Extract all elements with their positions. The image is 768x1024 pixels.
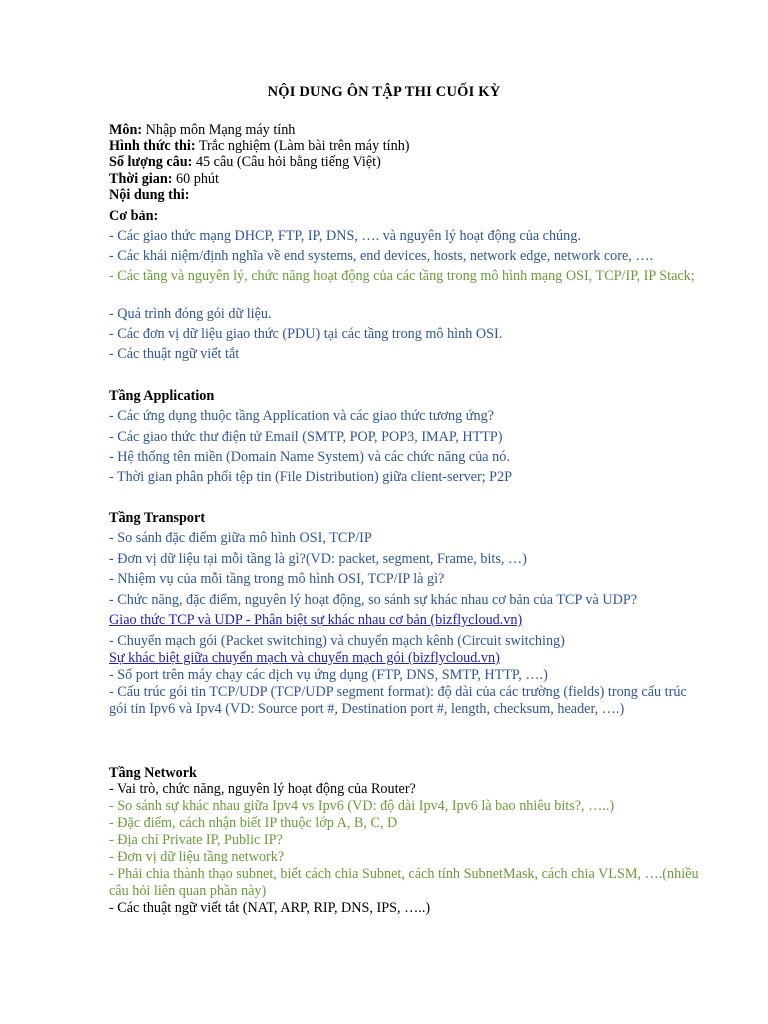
list-item: - Chức năng, đặc điểm, nguyên lý hoạt động, so sánh sự khác nhau cơ bản của TCP và UDP? <box>109 592 638 608</box>
list-item: - Các ứng dụng thuộc tầng Application và các giao thức tương ứng? <box>109 408 494 424</box>
info-content: Nội dung thi: <box>109 187 190 203</box>
info-question-count: Số lượng câu: 45 câu (Câu hỏi bằng tiếng Việt) <box>109 154 381 170</box>
list-item: - Đơn vị dữ liệu tại mỗi tầng là gì?(VD: packet, segment, Frame, bits, …) <box>109 551 527 567</box>
list-item: - Chuyển mạch gói (Packet switching) và chuyển mạch kênh (Circuit switching) <box>109 633 565 649</box>
list-item: - Các giao thức mạng DHCP, FTP, IP, DNS, …. và nguyên lý hoạt động của chúng. <box>109 228 581 244</box>
list-item: - Thời gian phân phối tệp tin (File Distribution) giữa client-server; P2P <box>109 469 513 485</box>
link-tcp-udp-anchor[interactable]: Giao thức TCP và UDP - Phân biệt sự khác nhau cơ bản (bizflycloud.vn) <box>109 612 523 628</box>
link-switching-anchor[interactable]: Sự khác biệt giữa chuyển mạch và chuyển mạch gói (bizflycloud.vn) <box>109 650 500 666</box>
list-item: - Địa chỉ Private IP, Public IP? <box>109 832 283 848</box>
list-item: - Phải chia thành thạo subnet, biết cách chia Subnet, cách tính SubnetMask, cách chia VLSM, ….(nhiều câu hỏi liên quan phần này) <box>109 866 699 899</box>
list-item: - Số port trên máy chạy các dịch vụ ứng dụng (FTP, DNS, SMTP, HTTP, ….) <box>109 667 548 683</box>
list-item: - Các đơn vị dữ liệu giao thức (PDU) tại các tầng trong mô hình OSI. <box>109 326 503 342</box>
list-item: - Các thuật ngữ viết tắt (NAT, ARP, RIP, DNS, IPS, …..) <box>109 900 431 916</box>
list-item: - Cấu trúc gói tin TCP/UDP (TCP/UDP segment format): độ dài của các trường (fields) trong cấu trúc gói tin Ipv6 và Ipv4 (VD: Source port #, Destination port #, length, checksum, header, ….) <box>109 684 687 717</box>
list-item: - Quá trình đóng gói dữ liệu. <box>109 306 272 322</box>
list-item: - Vai trò, chức năng, nguyên lý hoạt động của Router? <box>109 781 416 797</box>
link-tcp-udp[interactable] <box>109 612 522 629</box>
section-heading-network: Tầng Network <box>109 765 197 781</box>
list-item: - Đặc điểm, cách nhận biết IP thuộc lớp A, B, C, D <box>109 815 398 831</box>
link-switching[interactable] <box>109 650 500 667</box>
list-item: - Các tầng và nguyên lý, chức năng hoạt động của các tầng trong mô hình mạng OSI, TCP/IP, IP Stack; <box>109 268 695 284</box>
section-heading-application: Tầng Application <box>109 388 215 404</box>
section-heading-basic: Cơ bản: <box>109 208 159 224</box>
list-item: - So sánh đặc điểm giữa mô hình OSI, TCP/IP <box>109 530 372 546</box>
list-item: - Các giao thức thư điện tử Email (SMTP, POP, POP3, IMAP, HTTP) <box>109 429 503 445</box>
info-duration: Thời gian: 60 phút <box>109 171 219 187</box>
list-item: - Nhiệm vụ của mỗi tầng trong mô hình OSI, TCP/IP là gì? <box>109 571 445 587</box>
section-heading-transport: Tầng Transport <box>109 510 206 526</box>
info-subject: Môn: Nhập môn Mạng máy tính <box>109 122 296 138</box>
list-item: - Đơn vị dữ liệu tầng network? <box>109 849 285 865</box>
list-item: - So sánh sự khác nhau giữa Ipv4 vs Ipv6 (VD: độ dài Ipv4, Ipv6 là bao nhiêu bits?, …..) <box>109 798 615 814</box>
page-title: NỘI DUNG ÔN TẬP THI CUỐI KỲ <box>267 84 501 100</box>
info-exam-format: Hình thức thi: Trắc nghiệm (Làm bài trên máy tính) <box>109 138 410 154</box>
list-item: - Hệ thống tên miền (Domain Name System) và các chức năng của nó. <box>109 449 510 465</box>
list-item: - Các thuật ngữ viết tắt <box>109 346 240 362</box>
list-item: - Các khái niệm/định nghĩa về end systems, end devices, hosts, network edge, network core, …. <box>109 248 654 264</box>
